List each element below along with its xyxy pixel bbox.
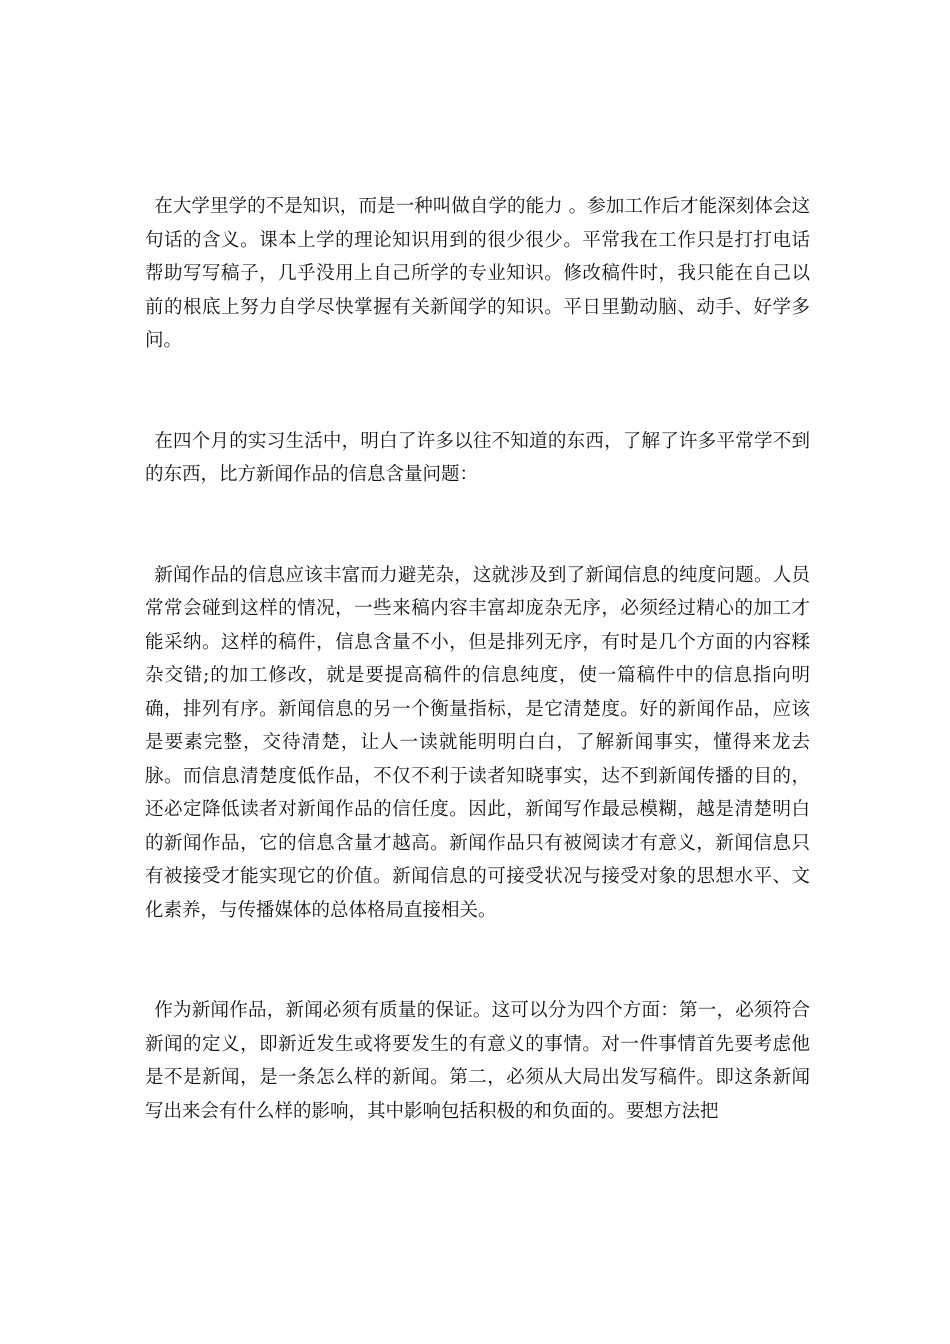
paragraph-news-quality: 作为新闻作品，新闻必须有质量的保证。这可以分为四个方面：第一，必须符合新闻的定义，即新近发生或将要发生的有意义的事情。对一件事情首先要考虑他是不是新闻，是一条怎么样的新闻。第二，必须从大局出发写稿件。即这条新闻写出来会有什么样的影响，其中影响包括积极的和负面的。要想方法把 — [145, 1000, 810, 1122]
paragraph-information-content: 新闻作品的信息应该丰富而力避芜杂，这就涉及到了新闻信息的纯度问题。人员常常会碰到这样的情况，一些来稿内容丰富却庞杂无序，必须经过精心的加工才能采纳。这样的稿件，信息含量不小，但是排列无序，有时是几个方面的内容糅杂交错;的加工修改，就是要提高稿件的信息纯度，使一篇稿件中的信息指向明确，排列有序。新闻信息的另一个衡量指标，是它清楚度。好的新闻作品，应该是要素完整，交待清楚，让人一读就能明明白白，了解新闻事实，懂得来龙去脉。而信息清楚度低作品，不仅不利于读者知晓事实，达不到新闻传播的目的，还必定降低读者对新闻作品的信任度。因此，新闻写作最忌模糊，越是清楚明白的新闻作品，它的信息含量才越高。新闻作品只有被阅读才有意义，新闻信息只有被接受才能实现它的价值。新闻信息的可接受状况与接受对象的思想水平、文化素养，与传播媒体的总体格局直接相关。 — [145, 564, 810, 921]
paragraph-self-study: 在大学里学的不是知识，而是一种叫做自学的能力 。参加工作后才能深刻体会这句话的含义。课本上学的理论知识用到的很少很少。平常我在工作只是打打电话帮助写写稿子，几乎没用上自己所学的专业知识。修改稿件时，我只能在自己以前的根底上努力自学尽快掌握有关新闻学的知识。平日里勤动脑、动手、好学多问。 — [145, 196, 810, 351]
document-body — [145, 190, 810, 1195]
paragraph-internship: 在四个月的实习生活中，明白了许多以往不知道的东西，了解了许多平常学不到的东西，比方新闻作品的信息含量问题： — [145, 430, 810, 485]
